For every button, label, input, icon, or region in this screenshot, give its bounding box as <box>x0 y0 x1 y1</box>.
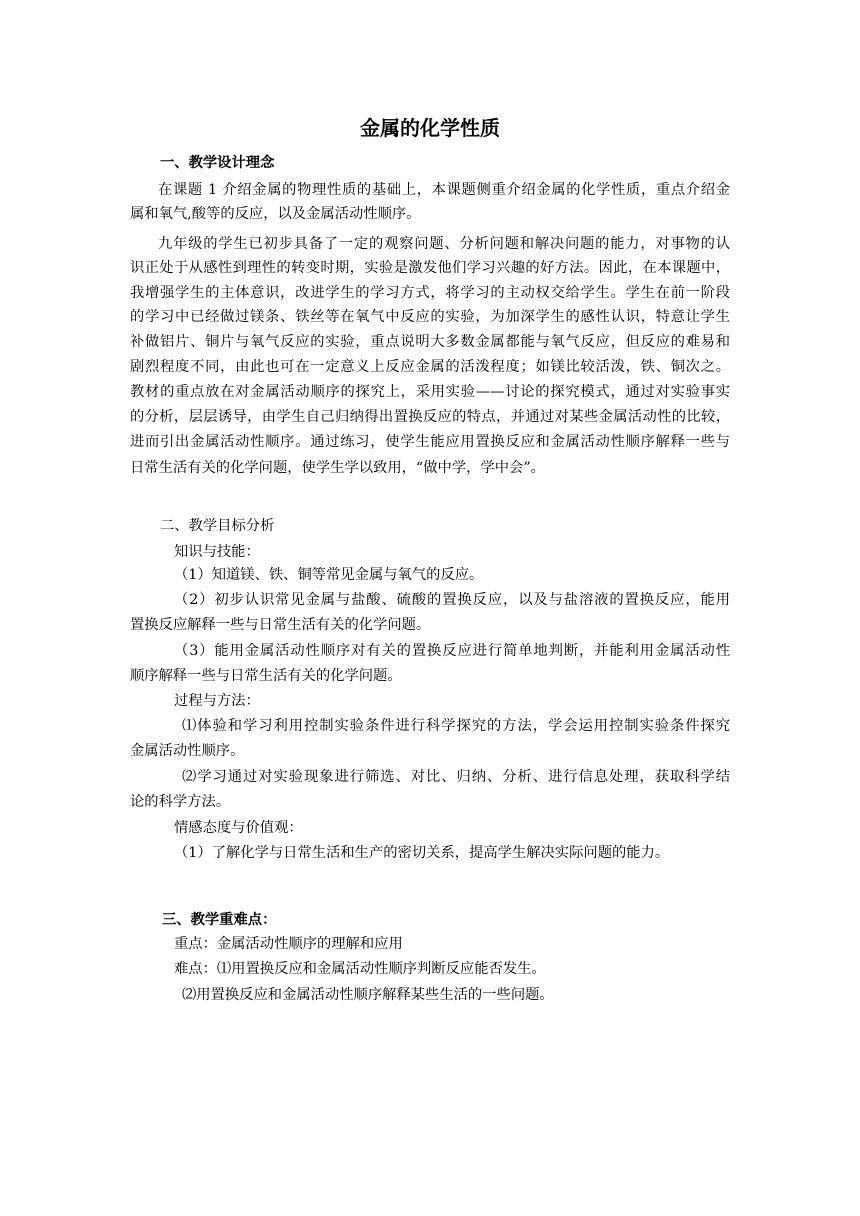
objective-item: 置换反应解释一些与日常生活有关的化学问题。 <box>130 617 431 633</box>
subsection-label-attitude: 情感态度与价值观： <box>174 820 303 836</box>
objective-item: 金属活动性顺序。 <box>130 743 245 759</box>
paragraph-line: 识正处于从感性到理性的转变时期，实验是激发他们学习兴趣的好方法。因此，在本课题中， <box>130 260 730 276</box>
paragraph-line: 进而引出金属活动性顺序。通过练习，使学生能应用置换反应和金属活动性顺序解释一些与 <box>130 434 730 450</box>
objective-item: ⑵学习通过对实验现象进行筛选、对比、归纳、分析、进行信息处理，获取科学结 <box>182 769 730 785</box>
difficulty-item: ⑵用置换反应和金属活动性顺序解释某些生活的一些问题。 <box>182 987 554 1003</box>
subsection-label-knowledge: 知识与技能： <box>174 544 260 560</box>
paragraph-line: 的分析，层层诱导，由学生自己归纳得出置换反应的特点，并通过对某些金属活动性的比较， <box>130 409 730 425</box>
objective-item: （3）能用金属活动性顺序对有关的置换反应进行简单地判断，并能利用金属活动性 <box>174 643 730 659</box>
objective-item: ⑴体验和学习利用控制实验条件进行科学探究的方法，学会运用控制实验条件探究 <box>182 718 730 734</box>
objective-item: （1）了解化学与日常生活和生产的密切关系，提高学生解决实际问题的能力。 <box>174 845 670 861</box>
paragraph-line: 属和氧气,酸等的反应，以及金属活动性顺序。 <box>130 206 421 222</box>
paragraph-line: 教材的重点放在对金属活动顺序的探究上，采用实验——讨论的探究模式，通过对实验事实 <box>130 384 730 400</box>
subsection-label-process: 过程与方法： <box>174 693 260 709</box>
paragraph-line: 九年级的学生已初步具备了一定的观察问题、分析问题和解决问题的能力，对事物的认 <box>158 236 730 252</box>
paragraph-line: 剧烈程度不同，由此也可在一定意义上反应金属的活泼程度；如镁比较活泼，铁、铜次之。 <box>130 359 730 375</box>
objective-item: 顺序解释一些与日常生活有关的化学问题。 <box>130 668 402 684</box>
paragraph-line: 在课题 1 介绍金属的物理性质的基础上，本课题侧重介绍金属的化学性质，重点介绍金 <box>158 182 730 198</box>
section-heading-objectives: 二、教学目标分析 <box>160 518 275 534</box>
objective-item: （1）知道镁、铁、铜等常见金属与氧气的反应。 <box>174 567 484 583</box>
key-point-item: 重点：金属活动性顺序的理解和应用 <box>174 936 403 952</box>
section-heading-key-difficult: 三、教学重难点： <box>162 912 277 928</box>
paragraph-line: 的学习中已经做过镁条、铁丝等在氧气中反应的实验，为加深学生的感性认识，特意让学生 <box>130 309 730 325</box>
paragraph-line: 补做铝片、铜片与氧气反应的实验，重点说明大多数金属都能与氧气反应，但反应的难易和 <box>130 334 730 350</box>
paragraph-line: 我增强学生的主体意识，改进学生的学习方式，将学习的主动权交给学生。学生在前一阶段 <box>130 285 730 301</box>
difficulty-item: 难点：⑴用置换反应和金属活动性顺序判断反应能否发生。 <box>174 961 546 977</box>
section-heading-design-concept: 一、教学设计理念 <box>160 155 275 171</box>
objective-item: 论的科学方法。 <box>130 794 231 810</box>
document-title: 金属的化学性质 <box>360 116 500 140</box>
paragraph-line: 日常生活有关的化学问题，使学生学以致用，“做中学，学中会”。 <box>130 460 545 476</box>
objective-item: （2）初步认识常见金属与盐酸、硫酸的置换反应，以及与盐溶液的置换反应，能用 <box>174 592 730 608</box>
